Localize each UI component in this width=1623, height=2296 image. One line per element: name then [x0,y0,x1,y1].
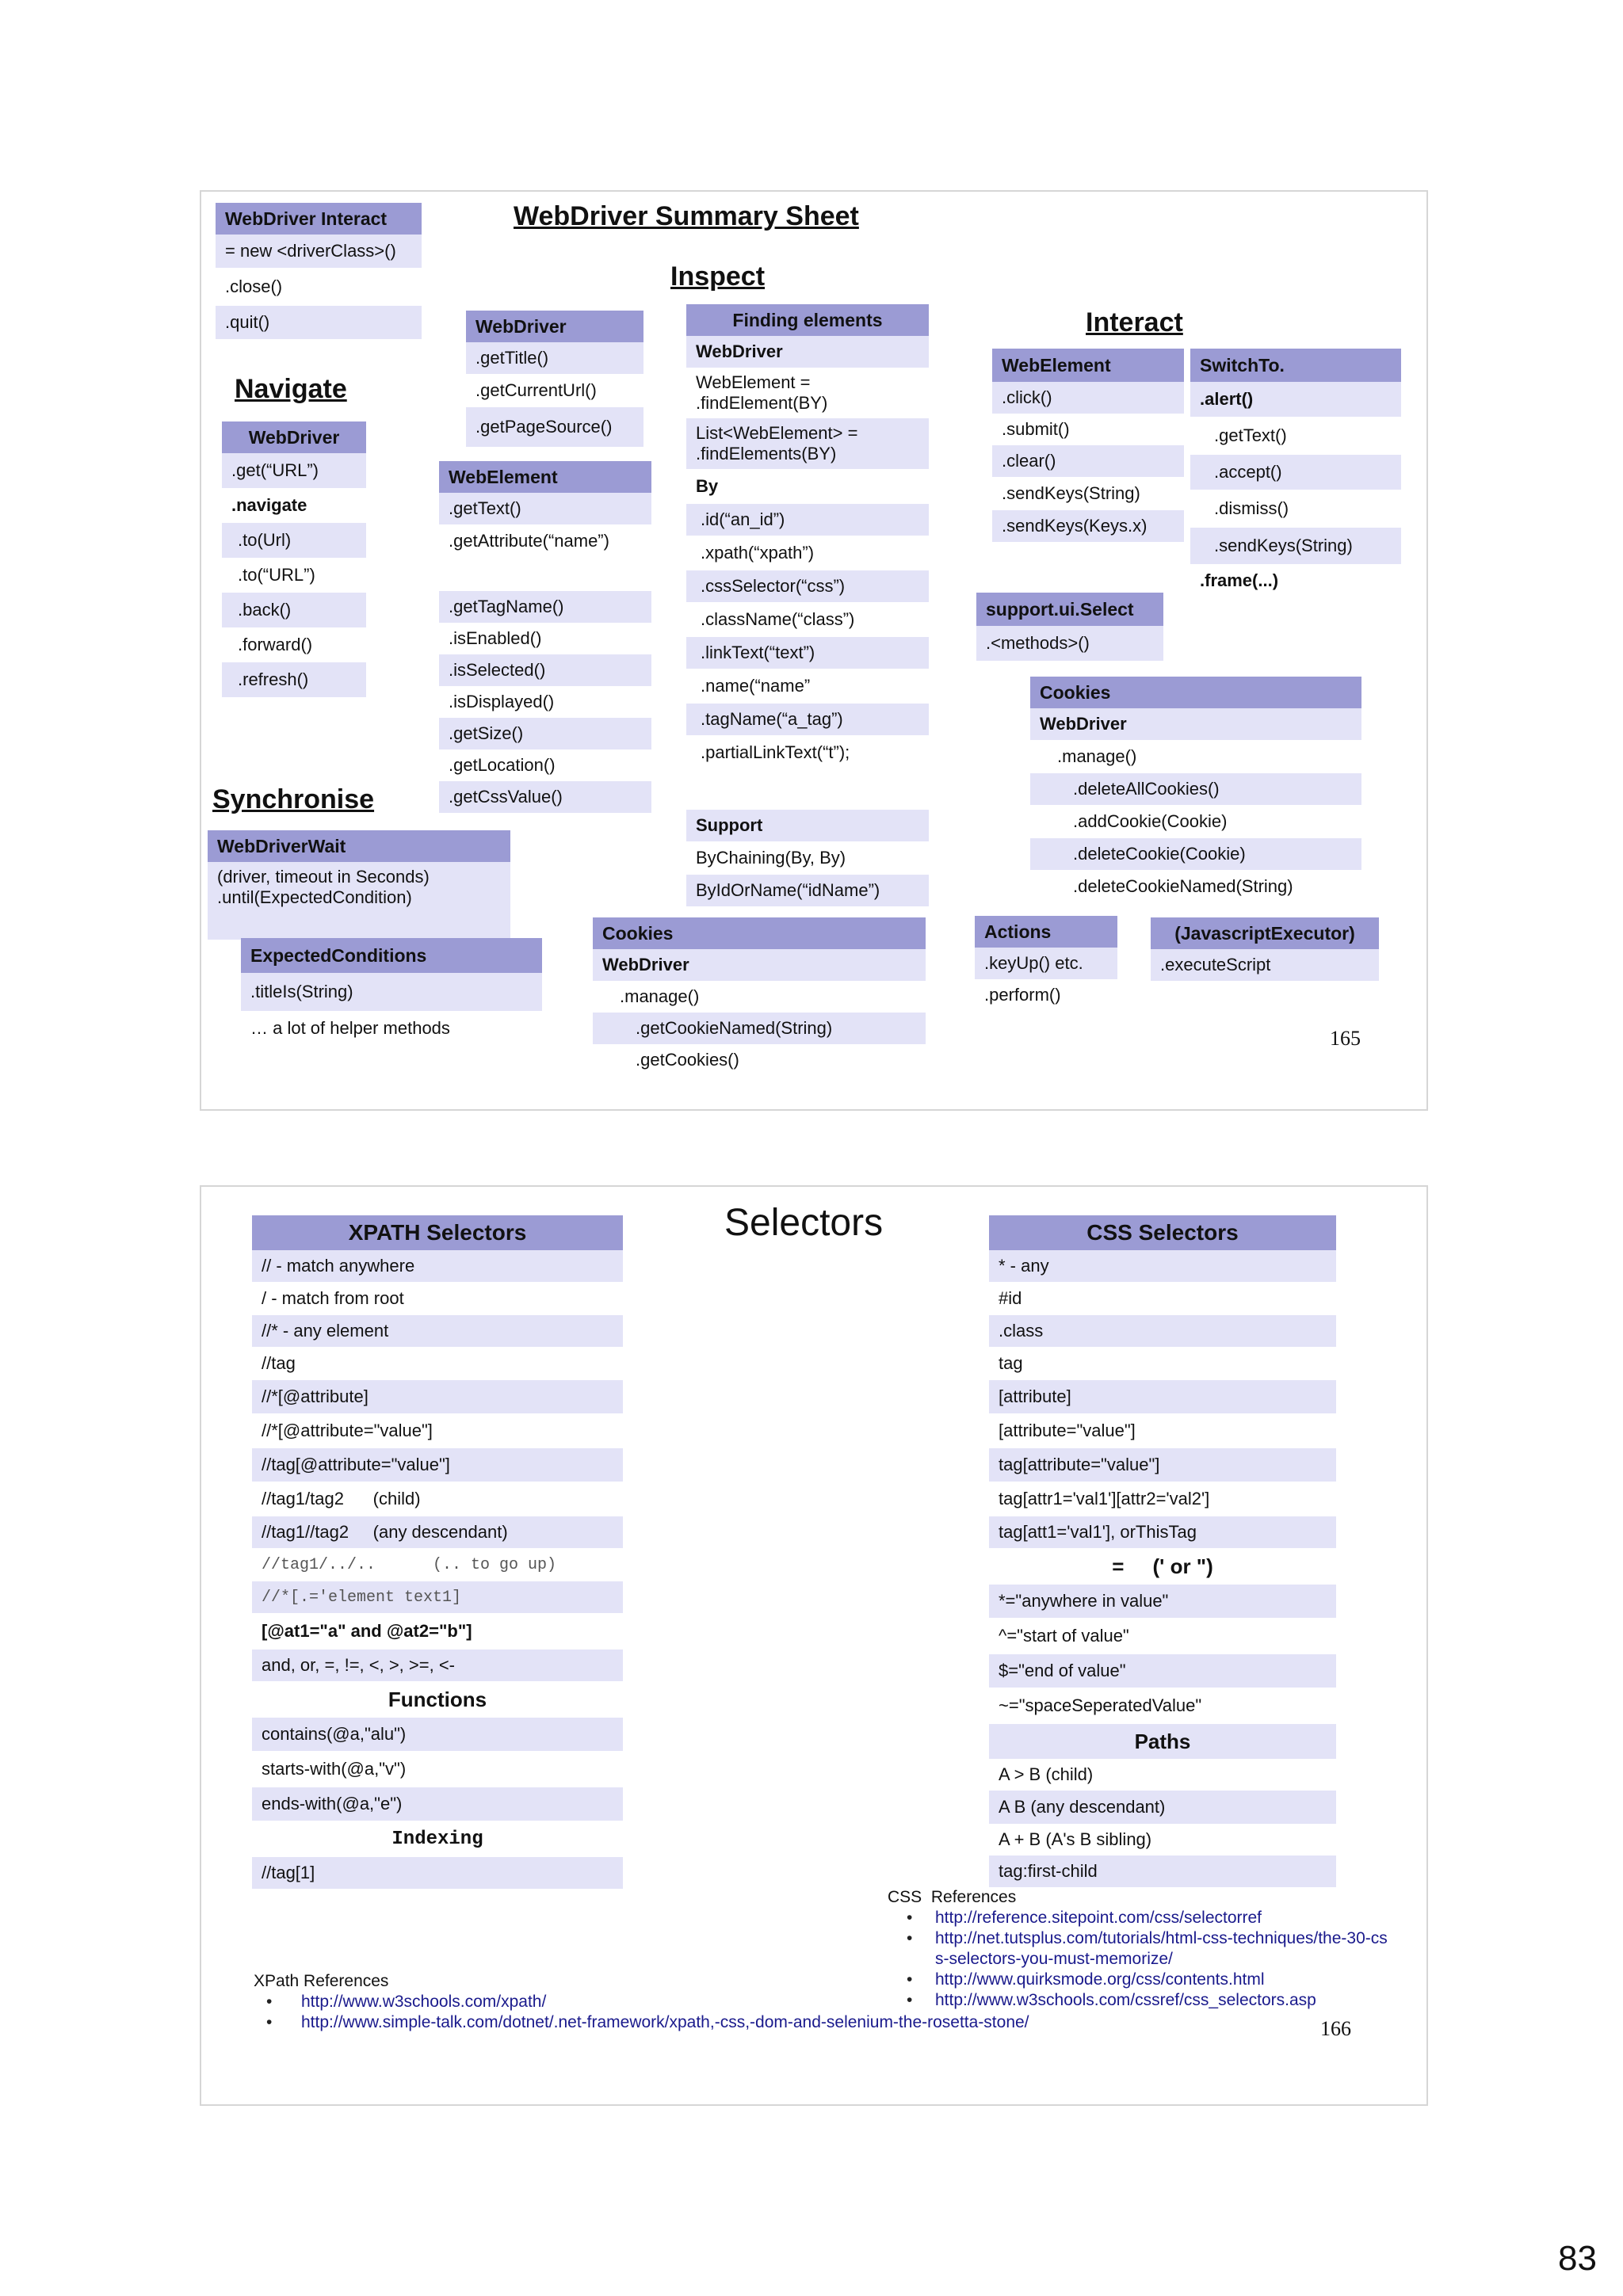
interact-webelement-box [992,349,1184,542]
list-item: .isSelected() [439,654,651,686]
list-item: tag:first-child [989,1855,1336,1887]
section-synchronise: Synchronise [212,784,375,814]
list-item: .tagName(“a_tag”) [686,704,929,735]
subheader: WebDriver [686,336,929,368]
list-item: * - any [989,1250,1336,1282]
list-item: .getTagName() [439,591,651,623]
css-reference-link[interactable]: http://www.w3schools.com/cssref/css_selectors.asp [935,1991,1316,2009]
list-item: // - match anywhere [252,1250,623,1282]
list-item: [attribute="value"] [999,1421,1136,1440]
list-item: .linkText(“text”) [686,637,929,669]
actions-box [975,916,1117,1011]
list-item: .deleteCookieNamed(String) [1073,876,1293,896]
box-header: (JavascriptExecutor) [1151,917,1379,949]
list-item: [attribute] [989,1380,1336,1413]
list-item: .back() [222,593,366,627]
list-item: .quit() [216,306,422,339]
inspect-webdriver-box [466,311,643,447]
box-header: WebDriver [466,311,643,342]
list-item: .getLocation() [449,755,556,775]
indexing-header: Indexing [391,1828,483,1850]
list-item: .partialLinkText(“t”); [701,742,850,762]
list-item: .class [989,1315,1336,1347]
box-header: SwitchTo. [1190,349,1401,382]
css-reference-link[interactable]: http://www.quirksmode.org/css/contents.html [935,1970,1265,1989]
javascript-executor-box [1151,917,1379,981]
list-item: tag[att1='val1'], orThisTag [989,1516,1336,1548]
subheader: WebDriver [593,949,926,981]
list-item: .getCurrentUrl() [475,380,597,400]
list-item: .deleteCookie(Cookie) [1030,838,1361,870]
list-item: //tag1/tag2 (child) [262,1489,421,1508]
list-item: .deleteAllCookies() [1030,773,1361,805]
list-item: #id [999,1288,1022,1308]
list-item: / - match from root [262,1288,404,1308]
list-item: .getCssValue() [439,781,651,813]
list-item: .<methods>() [976,626,1163,661]
list-item: .xpath(“xpath”) [701,543,815,563]
css-reference-link[interactable]: http://reference.sitepoint.com/css/selectorref [935,1909,1262,1927]
list-item: .close() [225,277,283,296]
list-item: .perform() [984,985,1061,1005]
wait-body: (driver, timeout in Seconds) .until(ExpectedCondition) [208,862,510,940]
list-item: .manage() [1057,746,1137,766]
list-item: .get(“URL”) [222,453,366,488]
list-item: = new <driverClass>() [216,235,422,268]
list-item: .to(“URL”) [238,565,315,585]
switchto-box [1190,349,1401,597]
box-header: Cookies [593,917,926,949]
slide-page-number: 165 [1330,1027,1361,1050]
box-header: ExpectedConditions [241,938,542,973]
css-selectors-box [989,1215,1336,1887]
cookies-right-box [1030,677,1361,903]
navigate-webdriver-box [222,421,366,697]
list-item: .isEnabled() [449,628,542,648]
functions-header: Functions [388,1687,487,1711]
list-item: .alert() [1190,382,1401,417]
webdriver-interact-box [216,203,422,339]
list-item: .to(Url) [222,523,366,558]
list-item: .dismiss() [1214,498,1289,518]
section-interact: Interact [1086,307,1183,338]
section-navigate: Navigate [235,374,347,404]
box-header: CSS Selectors [989,1215,1336,1250]
finding-elements-box [686,304,929,770]
list-item: .refresh() [222,662,366,697]
css-references-title: CSS References [888,1888,1017,1906]
list-item: .titleIs(String) [241,973,542,1011]
list-item: ~="spaceSeperatedValue" [999,1695,1202,1715]
list-item: .manage() [620,986,700,1006]
paths-header: Paths [989,1724,1336,1759]
list-item: .getText() [1214,425,1287,445]
cookies-left-box [593,917,926,1076]
list-item: .getTitle() [466,342,643,374]
list-item: //tag1//tag2 (any descendant) [252,1516,623,1548]
list-item: tag[attr1='val1'][attr2='val2'] [999,1489,1210,1508]
list-item: .click() [992,382,1184,414]
list-item: ends-with(@a,"e") [252,1787,623,1821]
list-item: //*[@attribute] [252,1380,623,1413]
list-item: A + B (A's B sibling) [999,1829,1152,1849]
list-item: .getCookieNamed(String) [593,1013,926,1044]
list-item: .getSize() [439,718,651,749]
xpath-reference-link[interactable]: http://www.simple-talk.com/dotnet/.net-framework/xpath,-css,-dom-and-selenium-the-rosetta-stone/ [301,2013,1029,2031]
slide-selectors [200,1185,1428,2106]
list-item: .clear() [992,445,1184,477]
list-item: .id(“an_id”) [686,504,929,536]
list-item: *="anywhere in value" [989,1585,1336,1618]
list-item: //tag[@attribute="value"] [252,1448,623,1482]
css-reference-link[interactable]: http://net.tutsplus.com/tutorials/html-css-techniques/the-30-css-selectors-you-must-memorize/ [935,1929,1388,1968]
list-item: .name(“name” [701,676,811,696]
expected-conditions-box [241,938,542,1046]
list-item: … a lot of helper methods [250,1018,450,1038]
box-header: Actions [975,916,1117,948]
list-item: //*[@attribute="value"] [262,1421,433,1440]
list-item: //*[.='element text1] [252,1581,623,1613]
select-box [976,593,1163,661]
list-item: .navigate [231,495,307,515]
box-header: WebElement [992,349,1184,382]
list-item: tag[attribute="value"] [989,1448,1336,1482]
list-item: List<WebElement> = .findElements(BY) [686,418,929,469]
list-item: .sendKeys(Keys.x) [992,510,1184,542]
list-item: //tag1/../.. (.. to go up) [262,1555,557,1574]
list-item: tag [999,1353,1023,1373]
list-item: .executeScript [1151,949,1379,981]
section-inspect: Inspect [670,261,766,292]
box-header: XPATH Selectors [252,1215,623,1250]
list-item: ByChaining(By, By) [696,848,846,868]
equality-header: = (' or ") [1112,1554,1213,1578]
slide-webdriver-summary [200,190,1428,1111]
subheader: WebDriver [1030,708,1361,740]
box-header: WebDriverWait [208,830,510,862]
list-item: .cssSelector(“css”) [686,570,929,602]
inspect-webelement-box [439,461,651,813]
list-item: $="end of value" [989,1654,1336,1688]
box-header: support.ui.Select [976,593,1163,626]
box-header: Support [686,810,929,841]
xpath-selectors-box [252,1215,623,1889]
subheader: By [696,476,719,496]
list-item: ^="start of value" [999,1626,1129,1646]
page-number: 83 [1558,2239,1597,2278]
box-header: Finding elements [686,304,929,336]
list-item: .submit() [1002,419,1070,439]
box-header: WebElement [439,461,651,493]
list-item: .forward() [238,635,313,654]
list-item: .sendKeys(String) [1002,483,1140,503]
list-item: .getPageSource() [466,407,643,447]
list-item: A > B (child) [999,1764,1094,1784]
slide-page-number: 166 [1320,2017,1351,2040]
list-item: //* - any element [252,1315,623,1347]
list-item: .keyUp() etc. [975,948,1117,979]
list-item: .addCookie(Cookie) [1073,811,1228,831]
list-item: contains(@a,"alu") [252,1718,623,1751]
list-item: .getAttribute(“name”) [449,531,609,551]
list-item: .getText() [439,493,651,524]
list-item: ByIdOrName(“idName”) [686,875,929,906]
list-item: WebElement = .findElement(BY) [696,372,828,413]
list-item: .sendKeys(String) [1190,528,1401,564]
box-header: WebDriver Interact [216,203,422,235]
list-item: .frame(...) [1200,570,1279,590]
list-item: //tag[1] [252,1857,623,1889]
box-header: Cookies [1030,677,1361,708]
list-item: //tag [262,1353,296,1373]
support-box [686,810,929,906]
slide-title: WebDriver Summary Sheet [514,201,859,231]
xpath-reference-link[interactable]: http://www.w3schools.com/xpath/ [301,1993,547,2011]
xpath-references [254,1971,1284,2033]
list-item: .isDisplayed() [449,692,555,711]
list-item: and, or, =, !=, <, >, >=, <- [252,1650,623,1681]
list-item: starts-with(@a,"v") [262,1759,407,1779]
list-item: .accept() [1190,455,1401,490]
xpath-references-title: XPath References [254,1972,389,1990]
list-item: .getCookies() [636,1050,739,1070]
list-item: .className(“class”) [701,609,855,629]
list-item: [@at1="a" and @at2="b"] [262,1621,472,1641]
box-header: WebDriver [222,421,366,453]
slide-title: Selectors [724,1202,884,1244]
webdriverwait-box [208,830,510,940]
list-item: A B (any descendant) [989,1791,1336,1824]
